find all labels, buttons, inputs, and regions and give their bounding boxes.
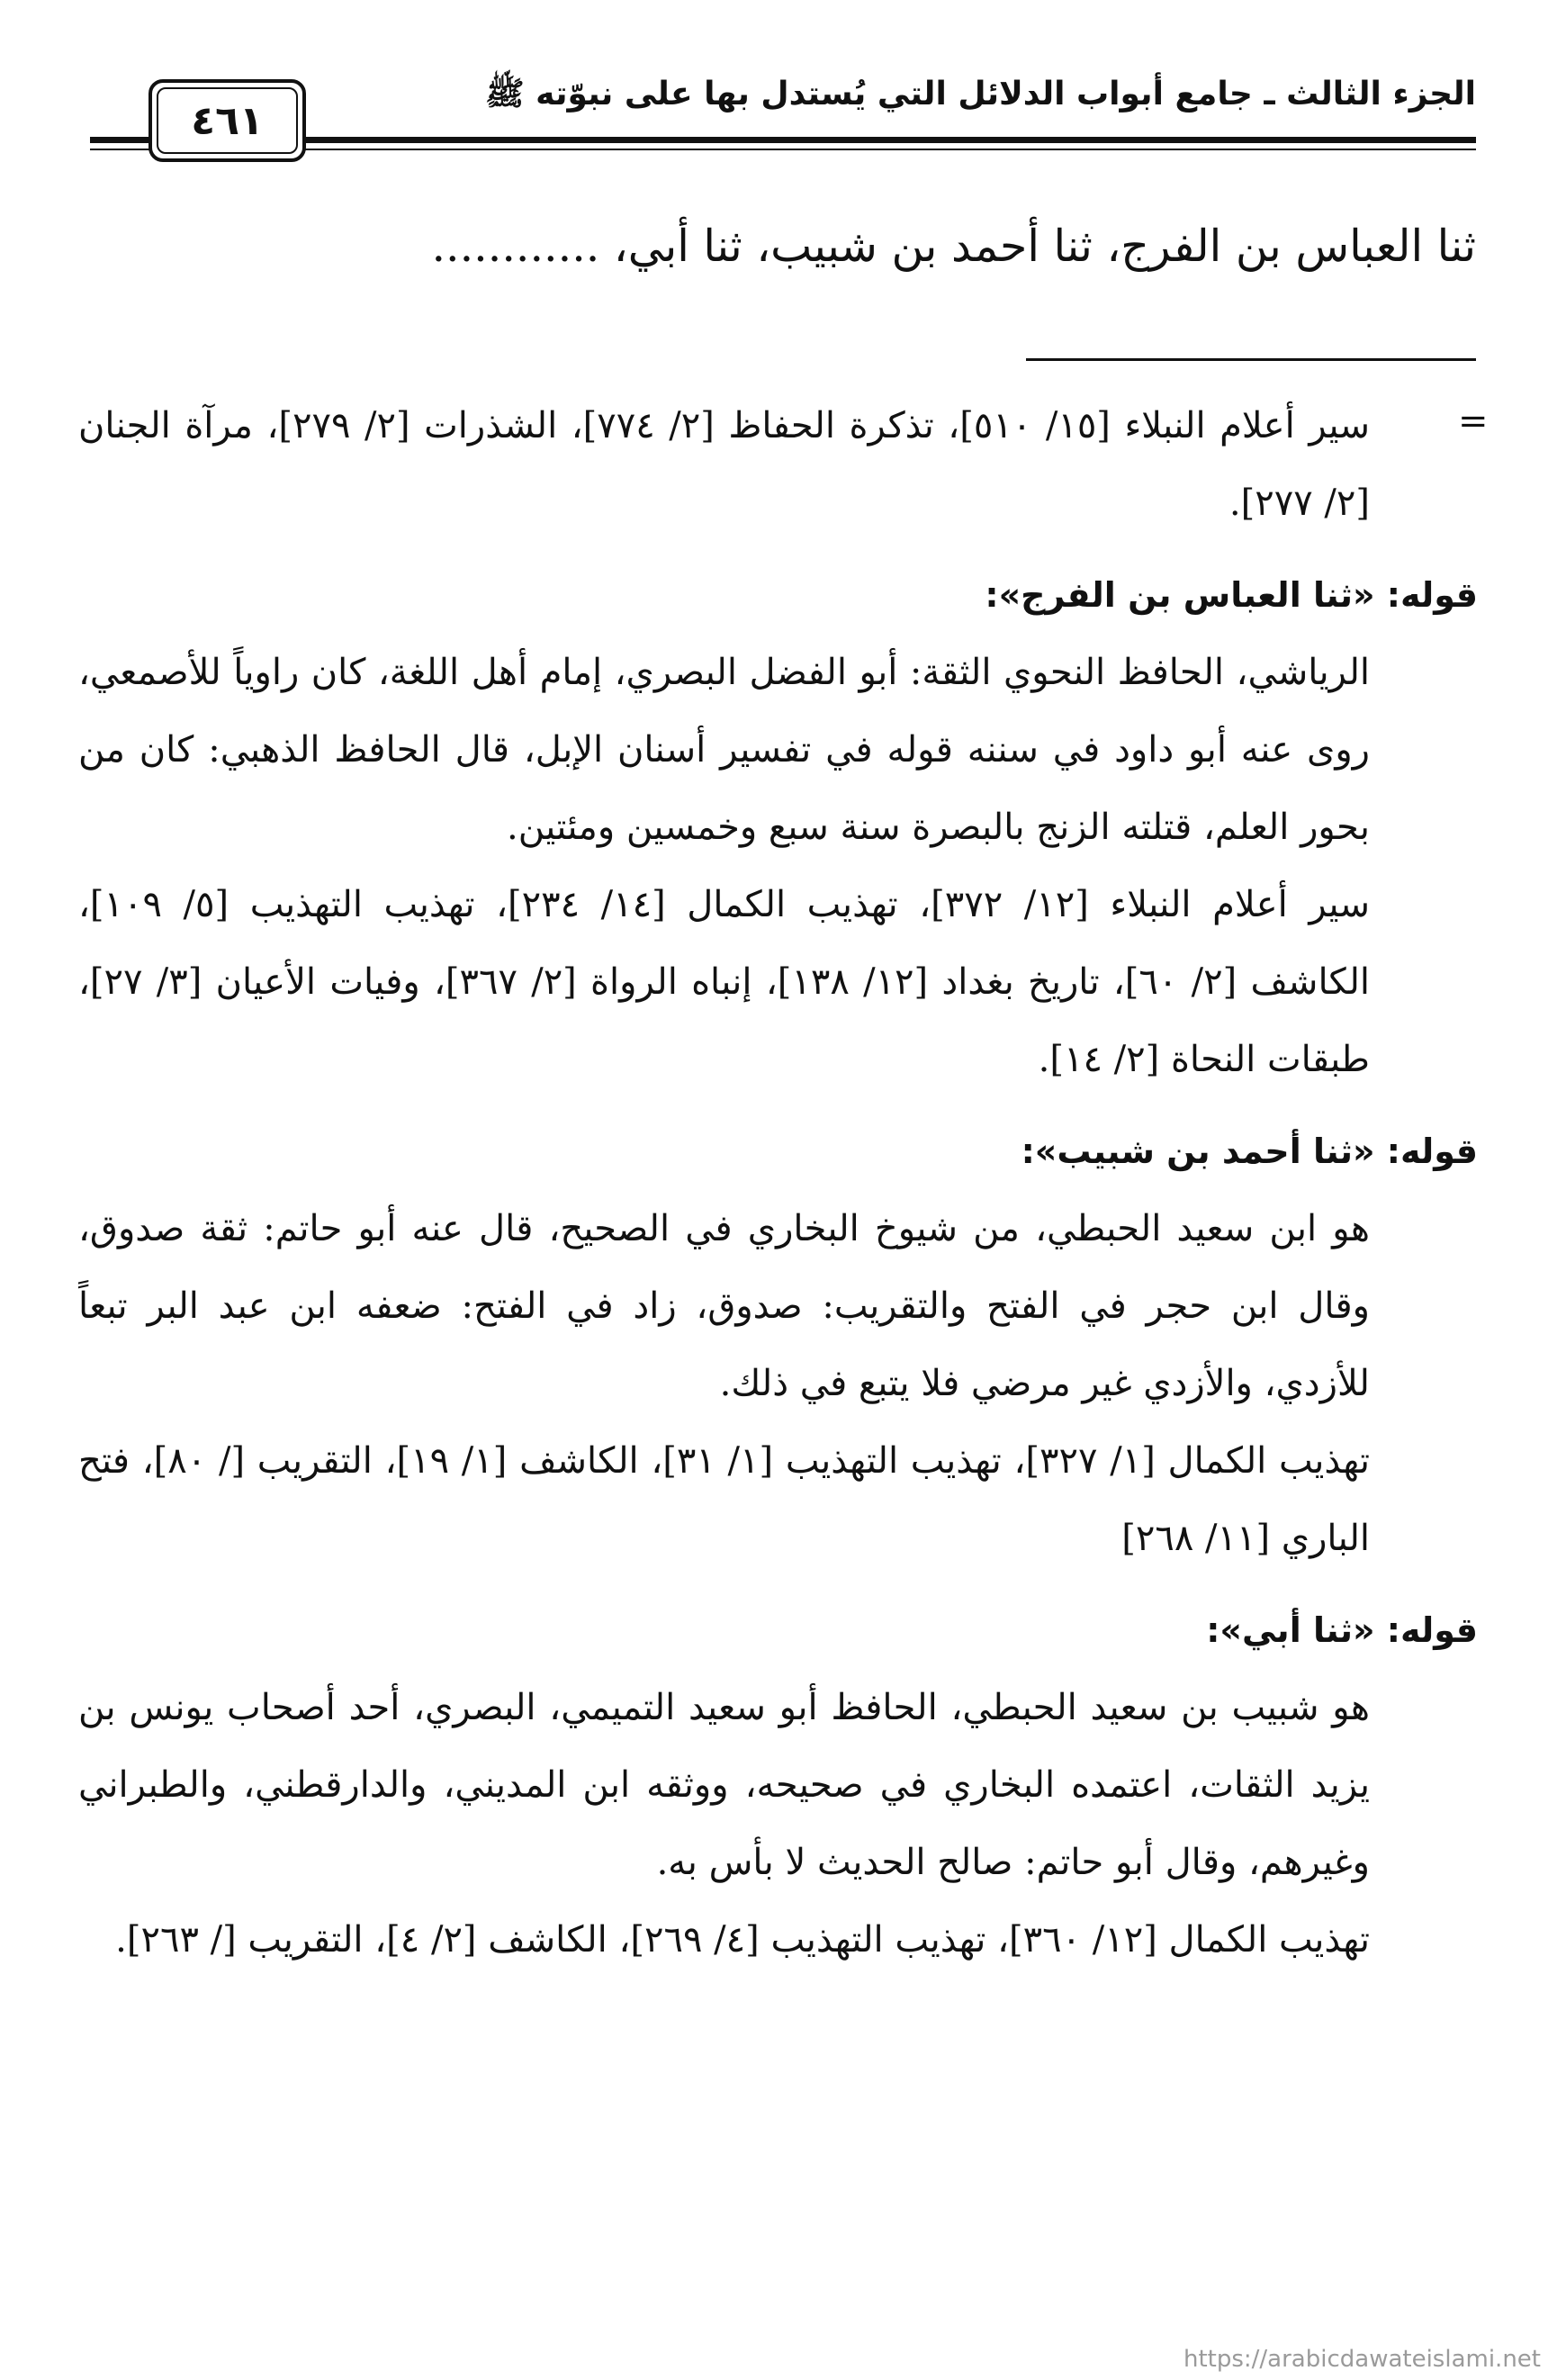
section-paragraph: الرياشي، الحافظ النحوي الثقة: أبو الفضل البصري، إمام أهل اللغة، كان راوياً للأصمعي، روى عنه أبو داود في سننه قوله في تفسير أسنان الإبل، قال الحافظ الذهبي: كان من بحور العلم، قتلته الزنج بالبصرة سنة سبع وخمسين ومئتين. xyxy=(78,652,1370,848)
section-paragraph: هو شبيب بن سعيد الحبطي، الحافظ أبو سعيد التميمي، البصري، أحد أصحاب يونس بن يزيد الثقات، اعتمده البخاري في صحيحه، ووثقه ابن المديني، والدارقطني، والطبراني وغيرهم، وقال أبو حاتم: صالح الحديث لا بأس به. xyxy=(78,1687,1370,1883)
footnote-separator xyxy=(1026,358,1476,361)
page-number-box xyxy=(148,79,306,162)
section-references: تهذيب الكمال [١/ ٣٢٧]، تهذيب التهذيب [١/ ٣١]، الكاشف [١/ ١٩]، التقريب [/ ٨٠]، فتح الباري [١١/ ٢٦٨] xyxy=(78,1440,1370,1559)
main-text-content: ثنا العباس بن الفرج، ثنا أحمد بن شبيب، ثنا أبي، xyxy=(599,221,1476,272)
continuation-mark: = xyxy=(1458,401,1489,442)
section-heading: قوله: «ثنا أحمد بن شبيب»: xyxy=(1021,1131,1478,1171)
section-heading: قوله: «ثنا أبي»: xyxy=(1206,1610,1478,1650)
section-references: تهذيب الكمال [١٢/ ٣٦٠]، تهذيب التهذيب [٤/ ٢٦٩]، الكاشف [٢/ ٤]، التقريب [/ ٢٦٣]. xyxy=(115,1919,1370,1961)
section-heading: قوله: «ثنا العباس بن الفرج»: xyxy=(985,575,1478,615)
footnotes xyxy=(78,387,1478,1979)
section-references: سير أعلام النبلاء [١٢/ ٣٧٢]، تهذيب الكمال [١٤/ ٢٣٤]، تهذيب التهذيب [٥/ ١٠٩]، الكاشف [٢/ ٦٠]، تاريخ بغداد [١٢/ ١٣٨]، إنباه الرواة [٢/ ٣٦٧]، وفيات الأعيان [٣/ ٢٧]، طبقات النحاة [٢/ ١٤]. xyxy=(78,884,1371,1080)
footnote-continuation: سير أعلام النبلاء [١٥/ ٥١٠]، تذكرة الحفاظ [٢/ ٧٧٤]، الشذرات [٢/ ٢٧٩]، مرآة الجنان [٢/ ٢٧٧]. xyxy=(78,405,1370,524)
watermark-url: https://arabicdawateislami.net xyxy=(1183,2346,1541,2373)
running-title: الجزء الثالث ـ جامع أبواب الدلائل التي يُستدل بها على نبوّته ﷺ xyxy=(485,76,1476,113)
main-text xyxy=(72,221,1476,274)
section-paragraph: هو ابن سعيد الحبطي، من شيوخ البخاري في الصحيح، قال عنه أبو حاتم: ثقة صدوق، وقال ابن حجر في الفتح والتقريب: صدوق، زاد في الفتح: ضعفه ابن عبد البر تبعاً للأزدي، والأزدي غير مرضي فلا يتبع في ذلك. xyxy=(78,1208,1370,1404)
main-text-dots: ............ xyxy=(431,221,600,272)
page-number: ٤٦١ xyxy=(157,87,298,154)
